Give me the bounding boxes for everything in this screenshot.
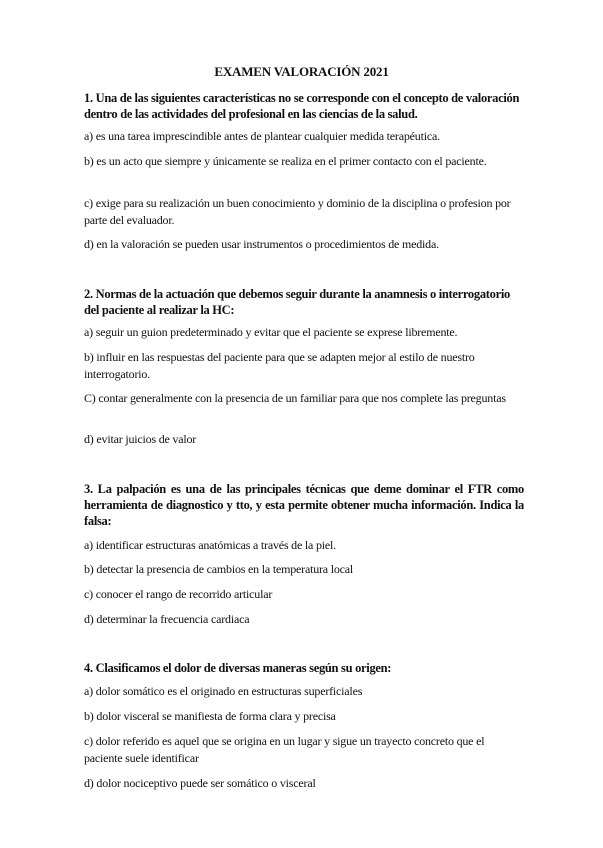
question-4-option-d: d) dolor nociceptivo puede ser somático o visceral [84,776,316,790]
question-1-option-d: d) en la valoración se pueden usar instrumentos o procedimientos de medida. [84,237,439,251]
question-4-option-a: a) dolor somático es el originado en estructuras superficiales [84,684,363,698]
question-1-option-a: a) es una tarea imprescindible antes de plantear cualquier medida terapéutica. [84,129,440,143]
question-2-option-a: a) seguir un guion predeterminado y evitar que el paciente se exprese libremente. [84,325,458,339]
question-1-option-c: c) exige para su realización un buen conocimiento y dominio de la disciplina o profesion por parte del evaluador. [84,196,511,227]
question-4-option-b: b) dolor visceral se manifiesta de forma clara y precisa [84,709,336,723]
question-2-text: 2. Normas de la actuación que debemos seguir durante la anamnesis o interrogatorio del paciente al realizar la HC: [84,287,510,317]
exam-title: EXAMEN VALORACIÓN 2021 [214,64,389,79]
question-2-option-b: b) influir en las respuestas del paciente para que se adapten mejor al estilo de nuestro interrogatorio. [84,350,475,381]
question-2-option-d: d) evitar juicios de valor [84,432,197,446]
question-1-text: 1. Una de las siguientes características no se corresponde con el concepto de valoración dentro de las actividades del profesional en las ciencias de la salud. [84,91,520,121]
question-3-option-a: a) identificar estructuras anatómicas a través de la piel. [84,538,336,552]
question-1-option-b: b) es un acto que siempre y únicamente se realiza en el primer contacto con el paciente. [84,154,487,168]
question-4-option-c: c) dolor referido es aquel que se origina en un lugar y sigue un trayecto concreto que el paciente suele identificar [84,734,485,765]
question-3-option-b: b) detectar la presencia de cambios en la temperatura local [84,562,354,576]
question-2-option-c: C) contar generalmente con la presencia de un familiar para que nos complete las preguntas [84,391,506,405]
question-3-text: 3. La palpación es una de las principales técnicas que deme dominar el FTR como herramienta de diagnostico y tto, y esta permite obtener mucha información. Indica la falsa: [84,482,524,528]
question-3-option-d: d) determinar la frecuencia cardiaca [84,612,250,626]
question-4-text: 4. Clasificamos el dolor de diversas maneras según su origen: [84,661,392,675]
question-3-option-c: c) conocer el rango de recorrido articular [84,587,273,601]
